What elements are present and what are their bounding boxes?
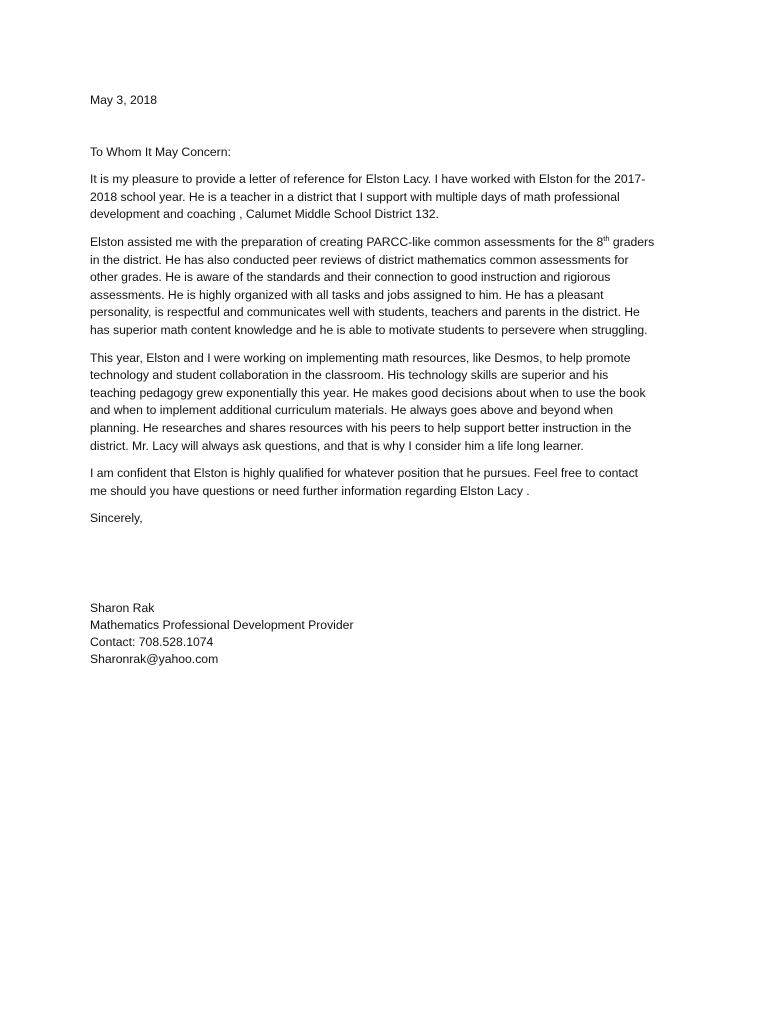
paragraph-line: and when to implement additional curriculum materials. He always goes above and beyond when bbox=[90, 403, 614, 418]
paragraph-line: in the district. He has also conducted peer reviews of district mathematics common assessments for bbox=[90, 252, 629, 267]
line-text: graders bbox=[609, 234, 655, 249]
paragraph-line bbox=[90, 234, 682, 252]
paragraph-line: planning. He researches and shares resources with his peers to help support better instruction in the bbox=[90, 420, 632, 435]
signer-email: Sharonrak@yahoo.com bbox=[90, 652, 219, 667]
paragraph-2 bbox=[90, 234, 682, 340]
signature-block bbox=[90, 600, 682, 669]
letter-date: May 3, 2018 bbox=[90, 93, 158, 107]
signer-name: Sharon Rak bbox=[90, 600, 155, 615]
salutation: To Whom It May Concern: bbox=[90, 144, 231, 159]
paragraph-line: It is my pleasure to provide a letter of reference for Elston Lacy. I have worked with Elston for the 2017- bbox=[90, 172, 646, 187]
paragraph-line: personality, is respectful and communicates well with students, teachers and parents in the district. He bbox=[90, 305, 640, 320]
signer-contact: Contact: 708.528.1074 bbox=[90, 635, 214, 650]
paragraph-line: development and coaching , Calumet Middle School District 132. bbox=[90, 207, 439, 222]
paragraph-line: I am confident that Elston is highly qualified for whatever position that he pursues. Feel free to contact bbox=[90, 466, 639, 481]
paragraph-line: has superior math content knowledge and he is able to motivate students to persevere when struggling. bbox=[90, 322, 648, 337]
paragraph-line: district. Mr. Lacy will always ask questions, and that is why I consider him a life long learner. bbox=[90, 438, 584, 453]
line-text: Elston assisted me with the preparation of creating PARCC-like common assessments for the 8 bbox=[90, 234, 604, 249]
paragraph-line: assessments. He is highly organized with all tasks and jobs assigned to him. He has a pleasant bbox=[90, 287, 604, 302]
paragraph-3 bbox=[90, 350, 682, 456]
paragraph-line: teaching pedagogy grew exponentially this year. He makes good decisions about when to use the book bbox=[90, 385, 646, 400]
paragraph-4 bbox=[90, 465, 682, 500]
paragraph-line: 2018 school year. He is a teacher in a district that I support with multiple days of math professional bbox=[90, 189, 620, 204]
paragraph-line: me should you have questions or need further information regarding Elston Lacy . bbox=[90, 483, 530, 498]
paragraph-line: technology and student collaboration in the classroom. His technology skills are superior and his bbox=[90, 368, 609, 383]
closing: Sincerely, bbox=[90, 511, 143, 526]
reference-letter bbox=[90, 92, 682, 669]
ordinal-suffix: th bbox=[603, 233, 610, 243]
paragraph-line: other grades. He is aware of the standards and their connection to good instruction and rigiorous bbox=[90, 270, 611, 285]
signer-title: Mathematics Professional Development Provider bbox=[90, 618, 354, 633]
paragraph-1 bbox=[90, 171, 682, 224]
paragraph-line: This year, Elston and I were working on implementing math resources, like Desmos, to help promote bbox=[90, 350, 631, 365]
